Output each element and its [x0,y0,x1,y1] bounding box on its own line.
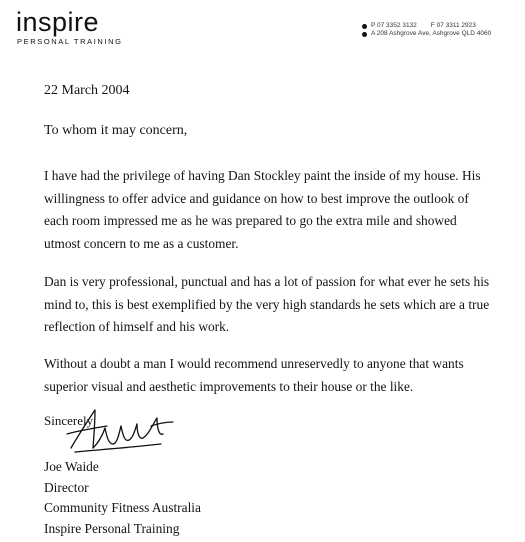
contact-address-row [362,30,491,38]
letterhead-logo [16,8,123,46]
logo-wordmark: inspire [16,7,100,37]
letter-date: 22 March 2004 [44,83,130,98]
body-paragraph-1: I have had the privilege of having Dan Stockley paint the inside of my house. His willingness to offer advice and guidance on how to best improve the outlook of each room impressed me as he was prepared to go the extra mile and showed utmost concern to me as a customer. [44,168,481,251]
signatory-name: Joe Waide [44,459,99,474]
salutation: To whom it may concern, [44,123,188,138]
logo-tagline: PERSONAL TRAINING [17,37,123,46]
handwritten-signature [65,404,175,456]
bullet-icon [362,32,367,37]
body-paragraph-2: Dan is very professional, punctual and has a lot of passion for what ever he sets his mind to, this is best exemplified by the very high standards he sets which are a true reflection of himself and his work. [44,274,490,334]
signatory-company: Inspire Personal Training [44,520,180,536]
contact-phone-fax-row [362,22,491,30]
closing: Sincerely [44,413,94,428]
contact-fax: F 07 3311 2923 [430,22,476,29]
contact-address: A 208 Ashgrove Ave, Ashgrove QLD 4060 [371,30,492,37]
signature-block [44,457,201,539]
bullet-icon [362,24,367,29]
body-paragraph-3: Without a doubt a man I would recommend unreservedly to anyone that wants superior visual and aesthetic improvements to their house or the like. [44,356,464,394]
letterhead-contact [362,22,491,38]
contact-phone: P 07 3352 3132 [371,22,417,29]
signatory-title: Director [44,479,89,495]
signatory-organization: Community Fitness Australia [44,500,201,515]
